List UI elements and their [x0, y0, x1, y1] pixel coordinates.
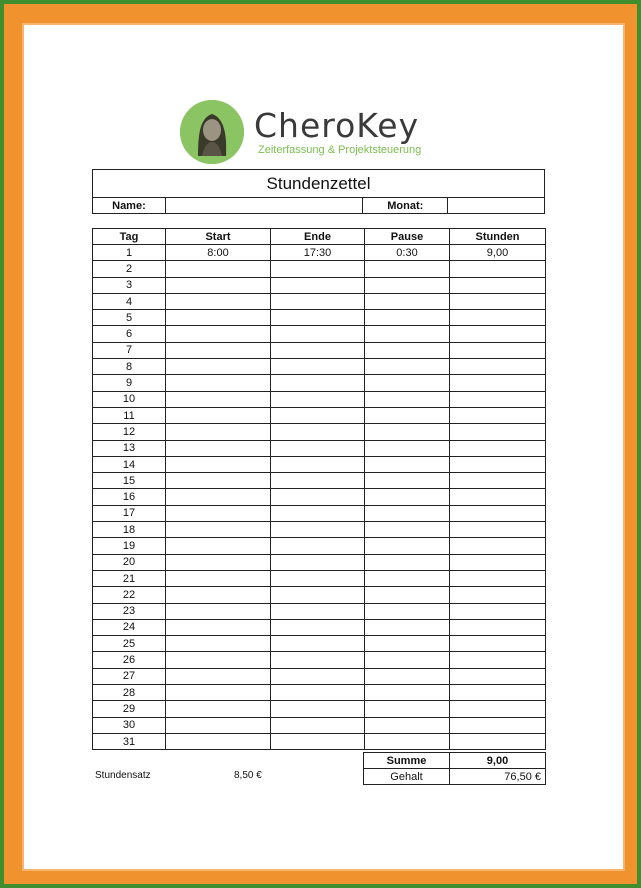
table-row	[93, 326, 546, 342]
cell-stunden[interactable]	[450, 668, 546, 684]
cell-ende[interactable]	[271, 277, 365, 293]
cell-tag: 25	[93, 636, 166, 652]
cell-ende[interactable]	[271, 293, 365, 309]
cell-pause[interactable]	[365, 342, 450, 358]
table-row	[93, 245, 546, 261]
company-logo	[180, 100, 450, 166]
gehalt-label: Gehalt	[364, 769, 450, 785]
cell-start[interactable]	[166, 717, 271, 733]
cell-stunden[interactable]: 9,00	[450, 245, 546, 261]
monat-field[interactable]	[448, 198, 545, 214]
table-row	[93, 375, 546, 391]
cell-tag: 5	[93, 310, 166, 326]
cell-tag: 17	[93, 505, 166, 521]
table-row	[93, 407, 546, 423]
cell-ende[interactable]	[271, 701, 365, 717]
cell-pause[interactable]	[365, 570, 450, 586]
cell-tag: 21	[93, 570, 166, 586]
table-row	[93, 505, 546, 521]
cell-pause[interactable]	[365, 277, 450, 293]
cell-ende[interactable]	[271, 538, 365, 554]
cell-tag: 30	[93, 717, 166, 733]
timesheet-table	[92, 228, 546, 750]
monat-label: Monat:	[363, 198, 448, 214]
table-row	[93, 522, 546, 538]
name-field[interactable]	[165, 198, 362, 214]
cell-stunden[interactable]	[450, 522, 546, 538]
cell-pause[interactable]	[365, 310, 450, 326]
logo-brand-key: Key	[356, 106, 420, 145]
cell-pause[interactable]	[365, 522, 450, 538]
cell-ende[interactable]	[271, 685, 365, 701]
cell-tag: 8	[93, 359, 166, 375]
cell-start[interactable]	[166, 522, 271, 538]
cell-stunden[interactable]	[450, 652, 546, 668]
cell-start[interactable]	[166, 554, 271, 570]
cell-stunden[interactable]	[450, 375, 546, 391]
cell-start[interactable]	[166, 359, 271, 375]
cell-ende[interactable]	[271, 440, 365, 456]
cell-pause[interactable]	[365, 391, 450, 407]
cell-start[interactable]	[166, 538, 271, 554]
cell-pause[interactable]	[365, 293, 450, 309]
logo-brand-name	[254, 106, 419, 145]
cell-start[interactable]: 8:00	[166, 245, 271, 261]
table-row	[93, 636, 546, 652]
cell-ende[interactable]	[271, 570, 365, 586]
table-row	[93, 277, 546, 293]
cell-tag: 23	[93, 603, 166, 619]
cell-stunden[interactable]	[450, 456, 546, 472]
cell-pause[interactable]	[365, 424, 450, 440]
cell-pause[interactable]	[365, 473, 450, 489]
cell-tag: 12	[93, 424, 166, 440]
cell-start[interactable]	[166, 473, 271, 489]
cell-stunden[interactable]	[450, 489, 546, 505]
cell-tag: 19	[93, 538, 166, 554]
cell-pause[interactable]	[365, 685, 450, 701]
table-row	[93, 440, 546, 456]
cell-ende[interactable]	[271, 489, 365, 505]
table-row	[93, 424, 546, 440]
table-row	[93, 717, 546, 733]
summary-table	[363, 752, 546, 785]
table-row	[93, 652, 546, 668]
table-row	[93, 619, 546, 635]
table-row	[93, 359, 546, 375]
cell-ende[interactable]	[271, 424, 365, 440]
cell-ende[interactable]	[271, 652, 365, 668]
name-label: Name:	[93, 198, 166, 214]
summe-label: Summe	[364, 753, 450, 769]
cell-stunden[interactable]	[450, 261, 546, 277]
table-row	[93, 310, 546, 326]
cell-ende[interactable]	[271, 522, 365, 538]
cell-pause[interactable]	[365, 587, 450, 603]
cell-tag: 22	[93, 587, 166, 603]
cell-tag: 9	[93, 375, 166, 391]
col-header-start: Start	[166, 229, 271, 245]
cell-tag: 7	[93, 342, 166, 358]
col-header-tag: Tag	[93, 229, 166, 245]
cell-stunden[interactable]	[450, 424, 546, 440]
cell-tag: 10	[93, 391, 166, 407]
cell-pause[interactable]: 0:30	[365, 245, 450, 261]
cell-start[interactable]	[166, 668, 271, 684]
cell-ende[interactable]	[271, 375, 365, 391]
cell-stunden[interactable]	[450, 570, 546, 586]
cell-tag: 15	[93, 473, 166, 489]
cell-ende[interactable]	[271, 636, 365, 652]
table-row	[93, 701, 546, 717]
cell-ende[interactable]	[271, 473, 365, 489]
cell-tag: 26	[93, 652, 166, 668]
cell-tag: 1	[93, 245, 166, 261]
cell-tag: 4	[93, 293, 166, 309]
cell-stunden[interactable]	[450, 310, 546, 326]
cell-ende[interactable]	[271, 717, 365, 733]
cell-start[interactable]	[166, 619, 271, 635]
summe-value: 9,00	[450, 753, 546, 769]
table-row	[93, 603, 546, 619]
cell-ende[interactable]	[271, 391, 365, 407]
table-row	[93, 391, 546, 407]
cell-start[interactable]	[166, 456, 271, 472]
cell-start[interactable]	[166, 652, 271, 668]
cell-ende[interactable]	[271, 310, 365, 326]
cell-start[interactable]	[166, 587, 271, 603]
cell-stunden[interactable]	[450, 538, 546, 554]
cell-pause[interactable]	[365, 717, 450, 733]
cell-stunden[interactable]	[450, 685, 546, 701]
cell-stunden[interactable]	[450, 733, 546, 749]
col-header-ende: Ende	[271, 229, 365, 245]
cell-stunden[interactable]	[450, 407, 546, 423]
cell-start[interactable]	[166, 326, 271, 342]
cell-start[interactable]	[166, 293, 271, 309]
cell-tag: 13	[93, 440, 166, 456]
cell-start[interactable]	[166, 424, 271, 440]
cell-stunden[interactable]	[450, 701, 546, 717]
cell-ende[interactable]: 17:30	[271, 245, 365, 261]
cell-pause[interactable]	[365, 603, 450, 619]
stundensatz-label: Stundensatz	[95, 770, 151, 781]
cell-pause[interactable]	[365, 733, 450, 749]
table-row	[93, 489, 546, 505]
cell-stunden[interactable]	[450, 359, 546, 375]
cell-start[interactable]	[166, 733, 271, 749]
cell-stunden[interactable]	[450, 293, 546, 309]
cell-stunden[interactable]	[450, 326, 546, 342]
cell-start[interactable]	[166, 685, 271, 701]
cell-pause[interactable]	[365, 505, 450, 521]
table-row	[93, 733, 546, 749]
cell-start[interactable]	[166, 570, 271, 586]
table-row	[93, 570, 546, 586]
cell-ende[interactable]	[271, 587, 365, 603]
cell-tag: 24	[93, 619, 166, 635]
cell-pause[interactable]	[365, 652, 450, 668]
cell-pause[interactable]	[365, 375, 450, 391]
cell-ende[interactable]	[271, 326, 365, 342]
table-body	[93, 245, 546, 750]
col-header-stunden: Stunden	[450, 229, 546, 245]
cell-ende[interactable]	[271, 407, 365, 423]
table-row	[93, 473, 546, 489]
cell-ende[interactable]	[271, 505, 365, 521]
cell-tag: 28	[93, 685, 166, 701]
cell-pause[interactable]	[365, 359, 450, 375]
cell-stunden[interactable]	[450, 473, 546, 489]
cell-ende[interactable]	[271, 603, 365, 619]
cell-pause[interactable]	[365, 489, 450, 505]
table-row	[93, 685, 546, 701]
logo-brand-main: Chero	[254, 106, 357, 145]
cell-stunden[interactable]	[450, 603, 546, 619]
cell-stunden[interactable]	[450, 636, 546, 652]
table-row	[93, 342, 546, 358]
cell-tag: 20	[93, 554, 166, 570]
table-row	[93, 261, 546, 277]
cell-stunden[interactable]	[450, 717, 546, 733]
cell-stunden[interactable]	[450, 619, 546, 635]
cell-ende[interactable]	[271, 261, 365, 277]
cell-pause[interactable]	[365, 701, 450, 717]
cherokey-portrait-logo-icon	[180, 100, 244, 164]
cell-ende[interactable]	[271, 668, 365, 684]
cell-stunden[interactable]	[450, 277, 546, 293]
cell-pause[interactable]	[365, 538, 450, 554]
stundensatz-value: 8,50 €	[234, 770, 262, 781]
cell-pause[interactable]	[365, 407, 450, 423]
cell-pause[interactable]	[365, 554, 450, 570]
cell-stunden[interactable]	[450, 342, 546, 358]
cell-ende[interactable]	[271, 554, 365, 570]
cell-stunden[interactable]	[450, 505, 546, 521]
cell-ende[interactable]	[271, 733, 365, 749]
cell-start[interactable]	[166, 505, 271, 521]
table-row	[93, 554, 546, 570]
cell-start[interactable]	[166, 636, 271, 652]
cell-pause[interactable]	[365, 456, 450, 472]
cell-start[interactable]	[166, 407, 271, 423]
logo-tagline: Zeiterfassung & Projektsteuerung	[258, 144, 422, 156]
cell-tag: 6	[93, 326, 166, 342]
cell-pause[interactable]	[365, 636, 450, 652]
cell-ende[interactable]	[271, 359, 365, 375]
cell-tag: 27	[93, 668, 166, 684]
cell-ende[interactable]	[271, 456, 365, 472]
cell-stunden[interactable]	[450, 440, 546, 456]
cell-start[interactable]	[166, 603, 271, 619]
cell-tag: 29	[93, 701, 166, 717]
cell-stunden[interactable]	[450, 587, 546, 603]
cell-tag: 2	[93, 261, 166, 277]
cell-tag: 11	[93, 407, 166, 423]
cell-pause[interactable]	[365, 668, 450, 684]
cell-start[interactable]	[166, 391, 271, 407]
cell-start[interactable]	[166, 310, 271, 326]
cell-stunden[interactable]	[450, 391, 546, 407]
cell-pause[interactable]	[365, 326, 450, 342]
cell-pause[interactable]	[365, 261, 450, 277]
table-header-row	[93, 229, 546, 245]
table-row	[93, 668, 546, 684]
cell-tag: 3	[93, 277, 166, 293]
header-table	[92, 169, 545, 214]
cell-pause[interactable]	[365, 619, 450, 635]
cell-start[interactable]	[166, 440, 271, 456]
cell-start[interactable]	[166, 701, 271, 717]
cell-ende[interactable]	[271, 342, 365, 358]
cell-stunden[interactable]	[450, 554, 546, 570]
table-row	[93, 293, 546, 309]
cell-tag: 14	[93, 456, 166, 472]
table-row	[93, 538, 546, 554]
cell-start[interactable]	[166, 489, 271, 505]
cell-tag: 18	[93, 522, 166, 538]
cell-start[interactable]	[166, 342, 271, 358]
cell-start[interactable]	[166, 277, 271, 293]
cell-tag: 16	[93, 489, 166, 505]
cell-tag: 31	[93, 733, 166, 749]
cell-start[interactable]	[166, 261, 271, 277]
col-header-pause: Pause	[365, 229, 450, 245]
gehalt-value: 76,50 €	[450, 769, 546, 785]
page-title: Stundenzettel	[93, 170, 545, 198]
table-row	[93, 456, 546, 472]
cell-start[interactable]	[166, 375, 271, 391]
table-row	[93, 587, 546, 603]
cell-ende[interactable]	[271, 619, 365, 635]
cell-pause[interactable]	[365, 440, 450, 456]
